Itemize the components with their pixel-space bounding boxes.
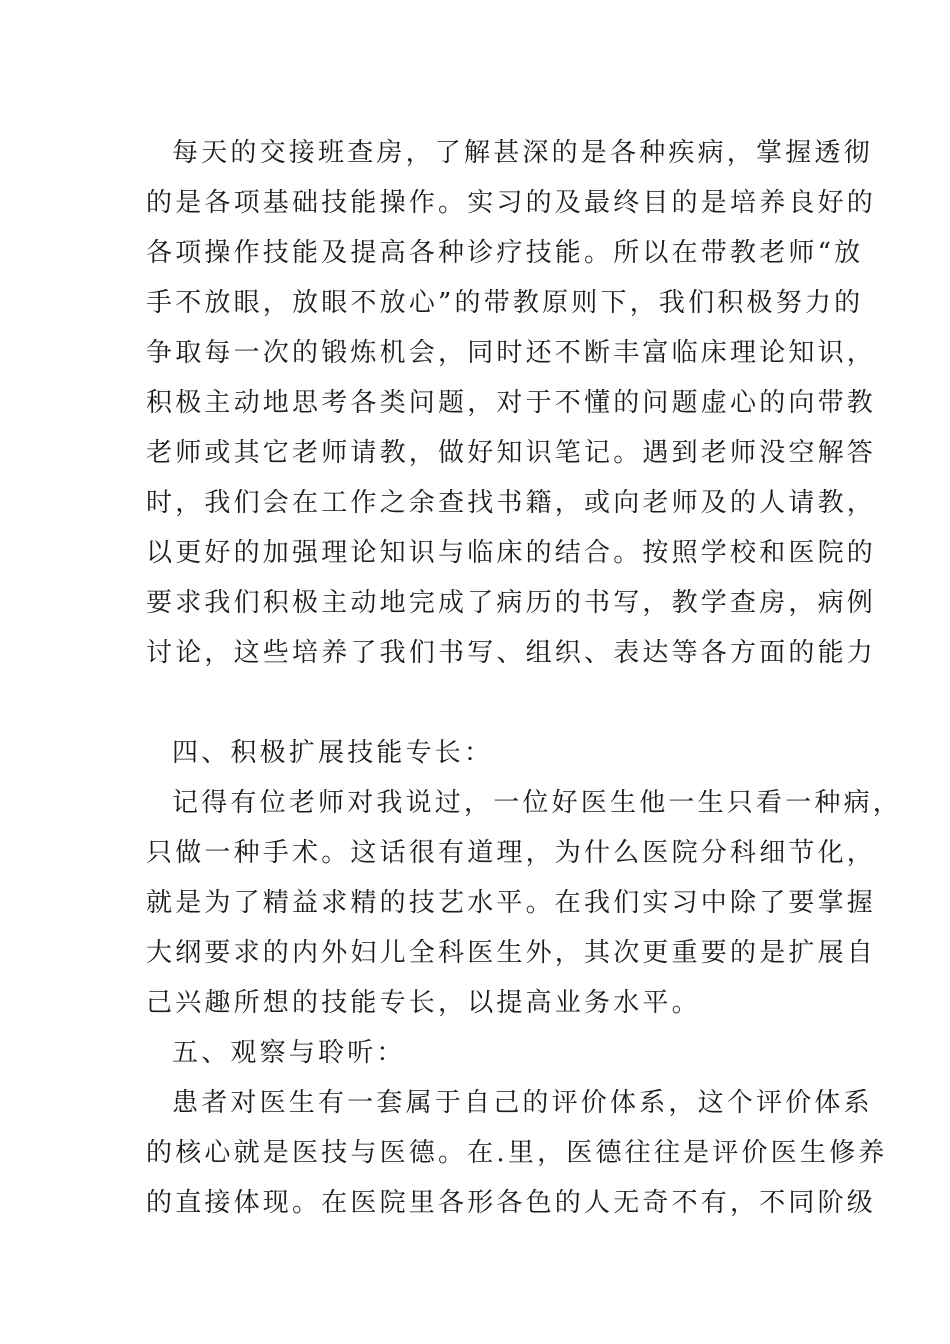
- paragraph-line: 每天的交接班查房，了解甚深的是各种疾病，掌握透彻: [172, 138, 873, 168]
- paragraph-line: 老师或其它老师请教，做好知识笔记。遇到老师没空解答: [146, 438, 877, 468]
- section-heading: 五、观察与聆听：: [172, 1038, 406, 1068]
- paragraph-line: 就是为了精益求精的技艺水平。在我们实习中除了要掌握: [146, 888, 877, 918]
- paragraph-line: 以更好的加强理论知识与临床的结合。按照学校和医院的: [146, 538, 877, 568]
- paragraph-line: 己兴趣所想的技能专长，以提高业务水平。: [146, 988, 701, 1018]
- paragraph-line: 患者对医生有一套属于自己的评价体系，这个评价体系: [172, 1088, 873, 1118]
- paragraph-line: 手不放眼，放眼不放心”的带教原则下，我们积极努力的: [146, 288, 864, 318]
- paragraph-line: 的核心就是医技与医德。在.里，医德往往是评价医生修养: [146, 1138, 888, 1168]
- section-heading: 四、积极扩展技能专长：: [172, 738, 494, 768]
- paragraph-line: 的直接体现。在医院里各形各色的人无奇不有，不同阶级: [146, 1188, 877, 1218]
- paragraph-line: 的是各项基础技能操作。实习的及最终目的是培养良好的: [146, 188, 877, 218]
- paragraph-line: 积极主动地思考各类问题，对于不懂的问题虚心的向带教: [146, 388, 877, 418]
- paragraph-line: 争取每一次的锻炼机会，同时还不断丰富临床理论知识，: [146, 338, 877, 368]
- paragraph-line: 要求我们积极主动地完成了病历的书写，教学查房，病例: [146, 588, 877, 618]
- paragraph-line: 大纲要求的内外妇儿全科医生外，其次更重要的是扩展自: [146, 938, 877, 968]
- paragraph-line: 各项操作技能及提高各种诊疗技能。所以在带教老师“放: [146, 238, 864, 268]
- paragraph-line: 时，我们会在工作之余查找书籍，或向老师及的人请教，: [146, 488, 877, 518]
- paragraph-line: 记得有位老师对我说过，一位好医生他一生只看一种病，: [172, 788, 903, 818]
- paragraph-line: 讨论，这些培养了我们书写、组织、表达等各方面的能力: [146, 638, 877, 668]
- paragraph-line: 只做一种手术。这话很有道理，为什么医院分科细节化，: [146, 838, 877, 868]
